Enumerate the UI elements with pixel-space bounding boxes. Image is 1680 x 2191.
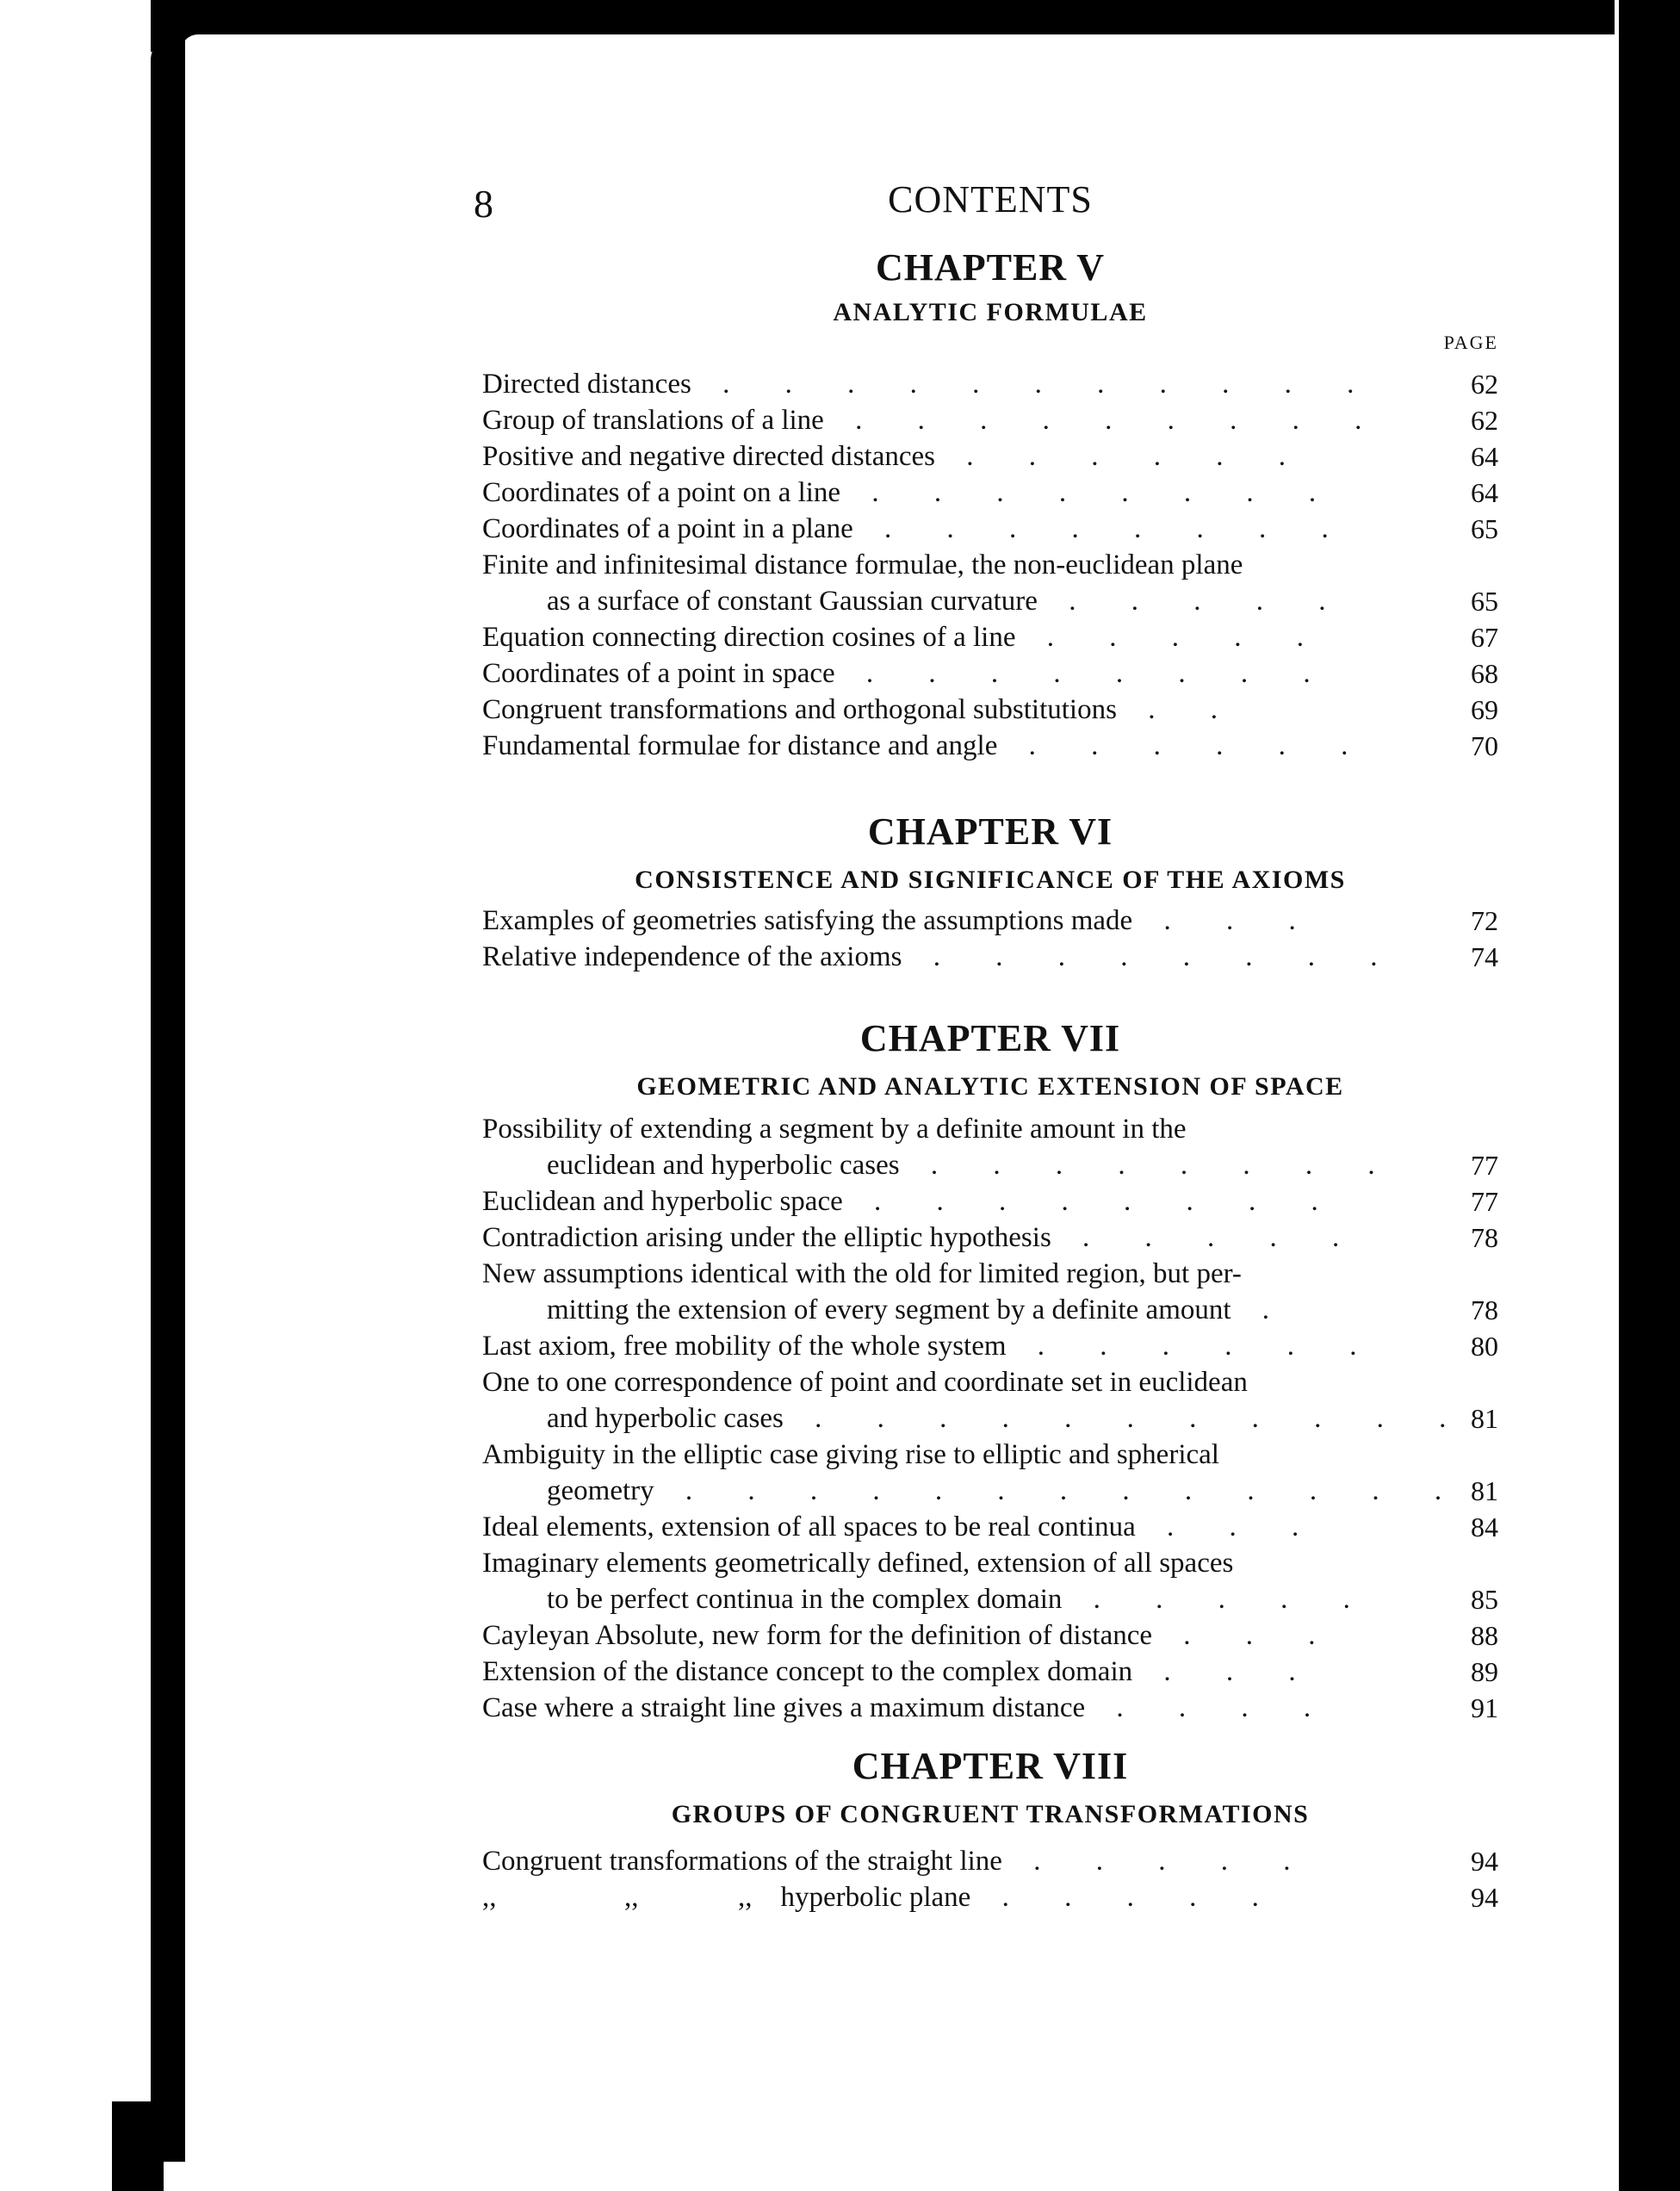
toc-page-number: 64 (1471, 477, 1498, 508)
toc-page-number: 81 (1471, 1475, 1498, 1506)
toc-page-number: 67 (1471, 622, 1498, 653)
chapter-title: CHAPTER V (875, 246, 1106, 289)
toc-entry: Possibility of extending a segment by a definite amount in the euclidean and hyperbolic cases . . . . . . . . 77 (482, 1111, 1498, 1183)
chapter-subtitle: GEOMETRIC AND ANALYTIC EXTENSION OF SPACE (636, 1072, 1344, 1101)
toc-entry: New assumptions identical with the old for limited region, but per- mitting the extension of every segment by a definite amount . 78 (482, 1256, 1498, 1328)
toc-page-number: 85 (1471, 1584, 1498, 1615)
scan-border-right (1619, 0, 1680, 2191)
toc-page-number: 77 (1471, 1186, 1498, 1217)
toc-page-number: 91 (1471, 1692, 1498, 1723)
toc-page-number: 68 (1471, 658, 1498, 689)
scan-border-left (151, 34, 185, 2162)
toc-entry: Group of translations of a line . . . . . . . . . 62 (482, 402, 1498, 438)
chapter-5 (482, 245, 1498, 327)
toc-page-number: 65 (1471, 513, 1498, 544)
toc-page-number: 89 (1471, 1656, 1498, 1687)
chapter-6 (482, 810, 1498, 895)
toc-page-number: 70 (1471, 730, 1498, 761)
toc-entry: Relative independence of the axioms . . . . . . . . 74 (482, 939, 1498, 975)
toc-entry: Extension of the distance concept to the complex domain . . . 89 (482, 1654, 1498, 1690)
toc-entry: Coordinates of a point in space . . . . . . . . 68 (482, 655, 1498, 692)
chapter-subtitle: GROUPS OF CONGRUENT TRANSFORMATIONS (671, 1800, 1310, 1828)
toc-page-number: 80 (1471, 1331, 1498, 1362)
toc-entry: Positive and negative directed distances . . . . . . 64 (482, 438, 1498, 475)
toc-entry: Contradiction arising under the elliptic hypothesis . . . . . 78 (482, 1220, 1498, 1256)
toc-entry: Congruent transformations of the straight line . . . . . 94 (482, 1843, 1498, 1879)
chapter-8 (482, 1744, 1498, 1829)
chapter-subtitle: CONSISTENCE AND SIGNIFICANCE OF THE AXIOMS (635, 866, 1346, 894)
toc-entry: Finite and infinitesimal distance formulae, the non-euclidean plane as a surface of constant Gaussian curvature . . . . . 65 (482, 547, 1498, 619)
toc-page-number: 94 (1471, 1846, 1498, 1877)
toc-entry: Fundamental formulae for distance and angle . . . . . . 70 (482, 728, 1498, 764)
chapter-8-entries (482, 1843, 1498, 1915)
chapter-6-entries (482, 903, 1498, 975)
toc-entry: Coordinates of a point on a line . . . . . . . . 64 (482, 475, 1498, 511)
toc-entry: Directed distances . . . . . . . . . . . 62 (482, 366, 1498, 402)
toc-entry: ,, ,, ,, hyperbolic plane . . . . . 94 (482, 1879, 1498, 1915)
toc-page-number: 88 (1471, 1620, 1498, 1651)
toc-page-number: 65 (1471, 586, 1498, 617)
toc-page-number: 77 (1471, 1150, 1498, 1181)
toc-entry: Cayleyan Absolute, new form for the definition of distance . . . 88 (482, 1617, 1498, 1654)
chapter-title: CHAPTER VIII (852, 1745, 1129, 1787)
scan-border-top-inner (181, 34, 1645, 52)
toc-page-number: 69 (1471, 694, 1498, 725)
chapter-subtitle: ANALYTIC FORMULAE (833, 298, 1148, 326)
toc-entry: Coordinates of a point in a plane . . . . . . . . 65 (482, 511, 1498, 547)
toc-page-number: 62 (1471, 369, 1498, 400)
toc-page-number: 81 (1471, 1403, 1498, 1434)
book-page (474, 155, 1498, 1964)
chapter-5-entries (482, 366, 1498, 764)
toc-page-number: 74 (1471, 941, 1498, 972)
chapter-7-entries (482, 1111, 1498, 1726)
chapter-7 (482, 1016, 1498, 1102)
toc-entry: Ideal elements, extension of all spaces to be real continua . . . 84 (482, 1509, 1498, 1545)
chapter-title: CHAPTER VI (867, 810, 1113, 853)
page-number: 8 (474, 182, 493, 226)
toc-page-number: 78 (1471, 1222, 1498, 1253)
page-column-label: PAGE (1443, 332, 1498, 353)
scan-border-bottom-left (112, 2101, 164, 2191)
toc-page-number: 94 (1471, 1882, 1498, 1913)
toc-page-number: 64 (1471, 441, 1498, 472)
toc-entry: Imaginary elements geometrically defined, extension of all spaces to be perfect continua in the complex domain . . . . . 85 (482, 1545, 1498, 1617)
toc-page-number: 84 (1471, 1511, 1498, 1542)
toc-entry: Equation connecting direction cosines of a line . . . . . 67 (482, 619, 1498, 655)
toc-page-number: 78 (1471, 1294, 1498, 1325)
toc-entry: Case where a straight line gives a maximum distance . . . . 91 (482, 1690, 1498, 1726)
contents-heading: CONTENTS (888, 178, 1093, 220)
toc-entry: Last axiom, free mobility of the whole system . . . . . . 80 (482, 1328, 1498, 1364)
toc-entry: Ambiguity in the elliptic case giving rise to elliptic and spherical geometry . . . . . . . . . . . . . 81 (482, 1437, 1498, 1509)
toc-entry: Euclidean and hyperbolic space . . . . . . . . 77 (482, 1183, 1498, 1220)
chapter-title: CHAPTER VII (859, 1017, 1121, 1059)
toc-page-number: 72 (1471, 905, 1498, 936)
toc-entry: One to one correspondence of point and coordinate set in euclidean and hyperbolic cases . . . . . . . . . . . 81 (482, 1364, 1498, 1437)
toc-entry: Congruent transformations and orthogonal substitutions . . 69 (482, 692, 1498, 728)
toc-page-number: 62 (1471, 405, 1498, 436)
toc-entry: Examples of geometries satisfying the assumptions made . . . 72 (482, 903, 1498, 939)
